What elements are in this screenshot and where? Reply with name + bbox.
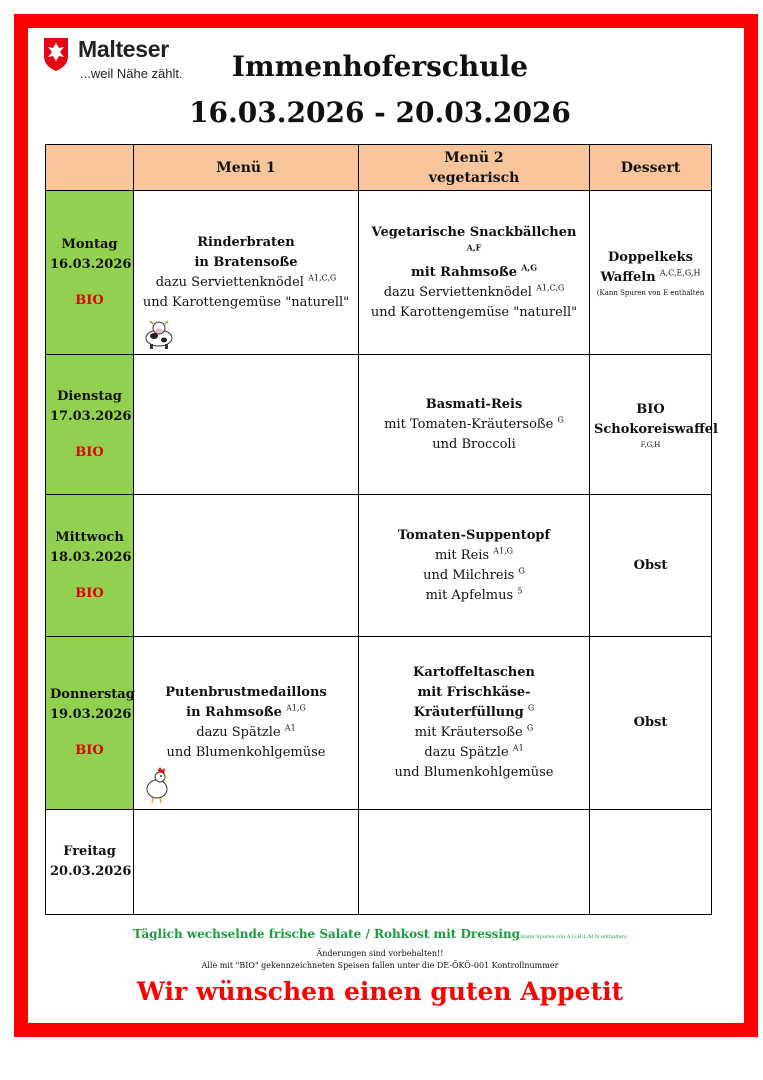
allergen-codes: G — [527, 703, 535, 713]
salad-note — [60, 927, 700, 941]
allergen-codes: A1 — [284, 723, 296, 733]
dessert-title: Obst — [633, 557, 668, 573]
table-row-thursday — [46, 637, 712, 810]
school-title: Immenhoferschule — [231, 50, 529, 83]
bio-control-note: Alle mit "BIO" gekennzeichneten Speisen fallen unter die DE-ÖKÖ-001 Kontrollnummer — [201, 961, 559, 970]
day-date: 18.03.2026 — [50, 549, 132, 565]
allergen-codes: A1,C,G — [308, 273, 337, 283]
allergen-codes: A1,G — [493, 546, 514, 556]
menu1-cell — [134, 355, 359, 495]
dish-line: und Blumenkohlgemüse — [394, 765, 554, 780]
day-date: 17.03.2026 — [50, 408, 132, 424]
bio-label: BIO — [75, 444, 104, 460]
dish-title: Putenbrustmedaillons — [165, 685, 327, 700]
bio-label: BIO — [75, 292, 104, 308]
day-name: Dienstag — [57, 388, 122, 404]
allergen-codes: A1,G — [286, 703, 306, 713]
day-date: 16.03.2026 — [50, 256, 132, 272]
dish-line: und Milchreis — [423, 567, 515, 583]
table-row-friday — [46, 810, 712, 915]
day-name: Freitag — [63, 844, 116, 859]
menu-table — [45, 144, 718, 915]
day-name: Donnerstag — [50, 687, 135, 702]
malteser-shield-icon — [42, 36, 70, 72]
allergen-codes: A,G — [521, 262, 538, 273]
dessert-title: Schokoreiswaffel — [594, 421, 718, 437]
header-dessert: Dessert — [590, 145, 712, 191]
allergen-codes: A,C,E,G,H — [659, 268, 701, 278]
dish-line: dazu Spätzle — [196, 725, 281, 740]
greeting: Wir wünschen einen guten Appetit — [136, 977, 624, 1006]
table-row-monday — [46, 191, 712, 355]
date-range-title: 16.03.2026 - 20.03.2026 — [189, 96, 571, 129]
brand-name: Malteser — [78, 36, 169, 62]
menu1-cell — [134, 191, 359, 355]
dish-title: Vegetarische Snackbällchen — [371, 224, 577, 240]
allergen-codes: A1 — [512, 743, 524, 753]
menu1-cell — [134, 495, 359, 637]
header-menu1: Menü 1 — [134, 145, 359, 191]
dish-line: dazu Serviettenknödel — [155, 274, 304, 290]
chicken-icon — [142, 767, 172, 805]
header-menu2-line2: vegetarisch — [428, 169, 520, 186]
dessert-title: Obst — [633, 715, 668, 730]
dish-line: und Blumenkohlgemüse — [166, 745, 326, 760]
dish-line: dazu Serviettenknödel — [383, 284, 532, 300]
day-cell — [46, 191, 134, 355]
table-row-wednesday — [46, 495, 712, 637]
day-date: 19.03.2026 — [50, 707, 132, 722]
brand-slogan: ...weil Nähe zählt. — [80, 66, 183, 81]
dish-title: mit Rahmsoße — [410, 264, 518, 280]
dish-title: mit Frischkäse-Kräuterfüllung — [413, 685, 531, 720]
menu2-cell — [359, 355, 590, 495]
day-cell — [46, 495, 134, 637]
header-menu2-line1: Menü 2 — [444, 149, 504, 166]
allergen-codes: G — [526, 723, 534, 733]
header-menu2 — [359, 145, 590, 191]
bio-label: BIO — [75, 743, 104, 758]
menu2-cell — [359, 637, 590, 810]
allergen-codes: G — [557, 415, 564, 425]
dish-line: und Broccoli — [432, 436, 516, 452]
day-cell — [46, 637, 134, 810]
table-row-tuesday — [46, 355, 712, 495]
dish-title: Basmati-Reis — [425, 396, 523, 412]
dish-line: mit Reis — [434, 547, 490, 563]
dish-line: mit Kräutersoße — [414, 725, 523, 740]
dish-line: und Karottengemüse "naturell" — [370, 304, 578, 320]
dish-title: Tomaten-Suppentopf — [397, 527, 551, 543]
dessert-title: Waffeln — [600, 269, 656, 285]
dessert-cell — [590, 810, 712, 915]
dessert-cell — [590, 495, 712, 637]
allergen-codes: G — [518, 566, 525, 576]
header-row — [46, 145, 712, 191]
menu1-cell — [134, 637, 359, 810]
day-date: 20.03.2026 — [50, 864, 132, 879]
dessert-title: BIO — [636, 401, 665, 417]
day-cell — [46, 355, 134, 495]
dessert-cell — [590, 355, 718, 495]
salad-text: Täglich wechselnde frische Salate / Rohkost mit Dressing — [132, 927, 521, 941]
dish-line: mit Apfelmus — [425, 587, 514, 603]
allergen-codes: A,F — [466, 242, 482, 253]
dessert-title: Doppelkeks — [608, 249, 693, 265]
menu2-cell — [359, 810, 590, 915]
salad-allergen-note: (kann Spuren von A,G,H,L,M,N enthalten) — [520, 934, 627, 940]
dish-line: und Karottengemüse "naturell" — [142, 294, 350, 310]
bio-label: BIO — [75, 585, 104, 601]
day-name: Montag — [61, 236, 118, 252]
dish-line: dazu Spätzle — [424, 745, 509, 760]
header-corner — [46, 145, 134, 191]
dish-line: mit Tomaten-Kräutersoße — [384, 416, 554, 432]
dessert-note: F,G,H — [640, 440, 661, 449]
dish-title: in Rahmsoße — [186, 705, 282, 720]
cow-icon — [142, 320, 176, 350]
day-cell — [46, 810, 134, 915]
dish-title: in Bratensoße — [194, 254, 298, 270]
dessert-cell — [590, 191, 712, 355]
menu1-cell — [134, 810, 359, 915]
dessert-cell — [590, 637, 712, 810]
dish-title: Kartoffeltaschen — [413, 665, 535, 680]
menu2-cell — [359, 495, 590, 637]
menu2-cell — [359, 191, 590, 355]
allergen-codes: 5 — [517, 586, 523, 596]
changes-note: Änderungen sind vorbehalten!! — [316, 949, 444, 958]
dessert-note: (Kann Spuren von E enthalten — [596, 288, 705, 297]
day-name: Mittwoch — [55, 529, 124, 545]
dish-title: Rinderbraten — [197, 234, 295, 250]
allergen-codes: A1,C,G — [536, 283, 565, 293]
